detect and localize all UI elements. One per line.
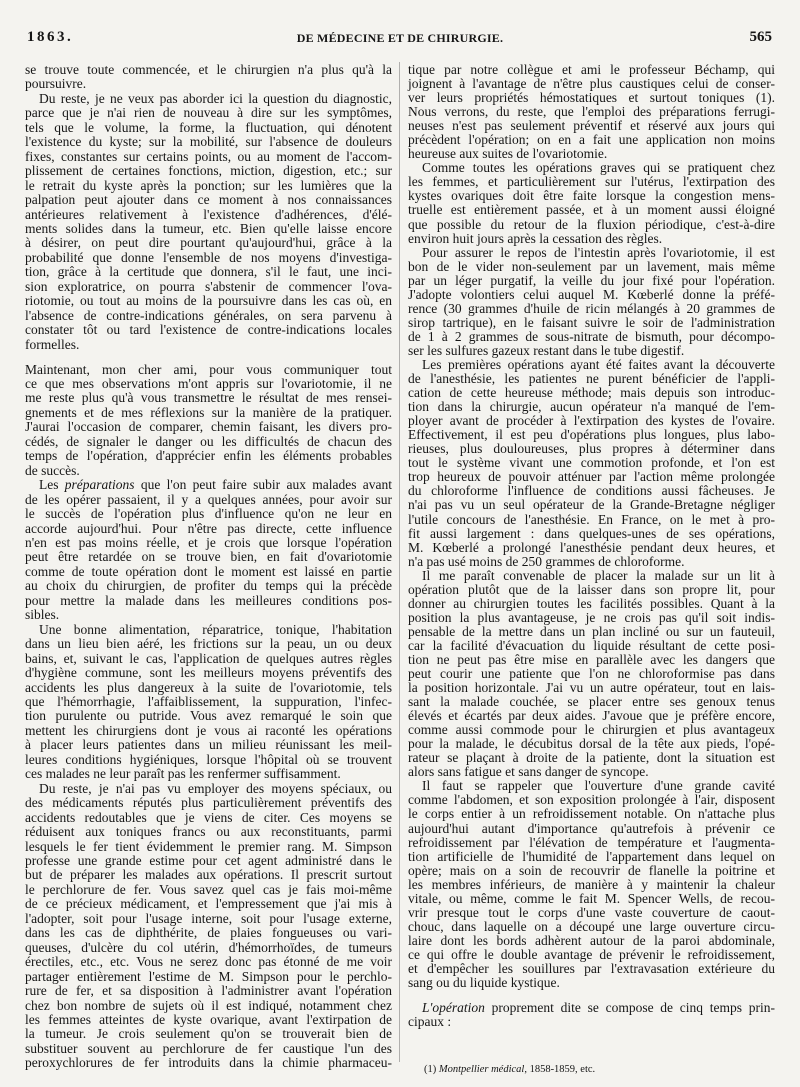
text-line: précèdent l'opération; on en a fait une application non moins xyxy=(408,132,775,148)
paragraph xyxy=(408,63,775,161)
text-line: neuses n'est pas seulement préventif et réservé aux jours qui xyxy=(408,118,775,134)
text-line: peut courir une patiente que l'on ne chloroformise pas dans xyxy=(408,666,775,682)
text-line: but de préparer les malades aux opérations. Il prescrit surtout xyxy=(25,867,392,883)
text-line: queuses, d'ulcère du col utérin, d'hémorrhoïdes, de tumeurs xyxy=(25,939,392,955)
text-line: le corps entier à un refroidissement notable. On n'attache plus xyxy=(408,806,775,822)
column-divider xyxy=(399,62,400,1062)
text-line: formelles. xyxy=(25,336,80,352)
text-line: mettent les chirurgiens dont je vous ai raconté les opérations xyxy=(25,722,392,738)
text-line: tique par notre collègue et ami le professeur Béchamp, qui xyxy=(408,62,775,77)
text-line: rateur se plaçant à droite de la patiente, dont la situation est xyxy=(408,750,775,766)
text-line: alors sans fatigue et sans danger de syncope. xyxy=(408,764,649,780)
text-line: les membres inférieurs, de manière à y maintenir la chaleur xyxy=(408,876,775,892)
text-line: comme l'abdomen, et son exposition prolongée à l'air, disposent xyxy=(408,792,775,808)
text-line xyxy=(408,1001,775,1015)
text-line: chouc, dans laquelle on a découpé une large ouverture circu- xyxy=(408,918,775,934)
text-line: cédés, de signaler le danger ou les difficultés de chacun des xyxy=(25,433,392,449)
text-line: aujourd'hui autant d'importance qu'autrefois à prévenir ce xyxy=(408,820,775,836)
text-line: truelle est entièrement passée, et à un moment aussi éloigné xyxy=(408,202,775,218)
text-line: Du reste, je ne veux pas aborder ici la question du diagnostic, xyxy=(39,90,392,106)
text-line: dans les cas de diphthérite, de plaies fongueuses ou vari- xyxy=(25,925,392,941)
text-line: de l'anesthésie, les patientes ne purent bénéficier de l'appli- xyxy=(408,371,775,387)
text-line: Une bonne alimentation, réparatrice, tonique, l'habitation xyxy=(39,621,392,637)
text-line: érectiles, etc., etc. Vous ne serez donc pas étonné de me voir xyxy=(25,954,392,970)
text-line: tels que le volume, la forme, la fluctuation, qui dénotent xyxy=(25,119,392,135)
text-line: temps de l'opération, d'apprécier enfin les éléments probables xyxy=(25,448,392,464)
text-line: rieuses, plus douloureuses, plus propres à déterminer dans xyxy=(408,441,775,457)
text-line: trop heureux de pouvoir atténuer par l'action même prolongée xyxy=(408,469,775,485)
footnote-detail: , 1858-1859, etc. xyxy=(524,1064,596,1075)
paragraph xyxy=(25,363,392,479)
text-line: n'a pas usé moins de 250 grammes de chloroforme. xyxy=(408,553,685,569)
text-line: ce qui offre le double avantage de prévenir le refroidissement, xyxy=(408,946,775,962)
text-line: d'hygiène commune, sont les meilleurs moyens préventifs des xyxy=(25,665,392,681)
text-line: ces malades ne leur paraît pas les renfermer suffisamment. xyxy=(25,766,341,782)
text-line: le succès de l'opération plus d'influence qu'on ne leur en xyxy=(25,506,392,522)
text-line: Les premières opérations ayant été faites avant la découverte xyxy=(422,356,775,372)
text-line: tout le système vivant une commotion profonde, et l'on est xyxy=(408,455,775,471)
text-line: fixes, constantes sur certains points, ou au moment de l'accom- xyxy=(25,148,392,164)
text-line: accidents les plus dangereux à la suite de l'ovariotomie, tels xyxy=(25,679,392,695)
text-line: tion purulente ou putride. Vous avez remarqué le soin que xyxy=(25,708,392,724)
text-line: lesquels le fer tient évidemment le premier rang. M. Simpson xyxy=(25,838,392,854)
text-line: réduisent aux toniques francs ou aux reconstituants, parmi xyxy=(25,824,392,840)
text-line: parce que je n'ai rien de nouveau à dire sur les symptômes, xyxy=(25,105,392,121)
text-line: Il me paraît convenable de placer la malade sur un lit à xyxy=(422,567,775,583)
paragraph xyxy=(408,358,775,569)
text-line: Du reste, je n'ai pas vu employer des moyens spéciaux, ou xyxy=(39,780,392,796)
footnote-marker: (1) xyxy=(424,1064,437,1075)
emphasized-text: L'opération xyxy=(422,999,485,1015)
text-line: la tumeur. Je crois seulement qu'on se trouverait bien de xyxy=(25,1026,392,1042)
text-line: comme de toute opération dont le moment est laissé en partie xyxy=(25,563,392,579)
text-line: Pour assurer le repos de l'intestin après l'ovariotomie, il est xyxy=(422,244,775,260)
paragraph xyxy=(25,92,392,352)
text-line: de 1 à 2 grammes de sous-nitrate de bismuth, pour décompo- xyxy=(408,328,775,344)
text-line: accorde aujourd'hui. Pour n'être pas directe, cette influence xyxy=(25,520,392,536)
text-line: par un léger purgatif, la veille du jour fixé pour l'opération. xyxy=(408,272,775,288)
text-line: tion, grâce à la certitude que donnera, s'il le faut, une inci- xyxy=(25,264,392,280)
text-line: comme aussi commode pour le chirurgien et plus avantageux xyxy=(408,722,775,738)
text-line: de ce précieux médicament, et l'empressement que j'ai mis à xyxy=(25,896,392,912)
text-line: ployer avant de procéder à l'extirpation des kystes de l'ovaire. xyxy=(408,413,775,429)
text-line: substituer souvent au perchlorure de fer caustique l'un des xyxy=(25,1040,392,1056)
text-line: fit aussi largement : dans quelques-unes de ses opérations, xyxy=(408,525,775,541)
text-line: donner au chirurgien toutes les facilités possibles. Quant à la xyxy=(408,595,775,611)
text-line: à placer leurs patientes dans un milieu réunissant les meil- xyxy=(25,737,392,753)
text-line: sibles. xyxy=(25,607,60,623)
text-segment: que l'on peut faire subir aux malades avant xyxy=(134,477,392,493)
text-line: du chloroforme l'influence de conditions aussi fâcheuses. Je xyxy=(408,483,775,499)
text-line: pour mettre la malade dans les meilleures conditions pos- xyxy=(25,592,392,608)
paragraph xyxy=(408,569,775,780)
text-line: se trouve toute commencée, et le chirurgien n'a plus qu'à la xyxy=(25,62,392,77)
text-line: environ huit jours après la cessation des règles. xyxy=(408,230,663,246)
text-line: n'ai pas vu un seul opérateur de la Grande-Bretagne négliger xyxy=(408,497,775,513)
text-line: rence (30 grammes d'huile de ricin mélangés à 20 grammes de xyxy=(408,300,775,316)
text-line: opération plutôt que de la laisser dans son propre lit, pour xyxy=(408,581,775,597)
text-line: J'adopte volontiers celui auquel M. Kœberlé donne la préfé- xyxy=(408,286,775,302)
text-line: le perchlorure de fer. Vous savez quel cas je fais moi-même xyxy=(25,881,392,897)
text-line: constater tôt ou tard l'existence de contre-indications locales xyxy=(25,322,392,338)
text-line: pour la malade, le décubitus dorsal de la tête aux pieds, l'opé- xyxy=(408,736,775,752)
paragraph xyxy=(25,623,392,782)
paragraph xyxy=(25,478,392,623)
text-line: M. Kœberlé a prolongé l'anesthésie pendant deux heures, et xyxy=(408,539,775,555)
text-line: me reste plus qu'à vous transmettre le résultat de mes rensei- xyxy=(25,390,392,406)
paragraph xyxy=(408,1001,775,1029)
text-line: à désirer, on peut dire pourtant qu'aujourd'hui, grâce à la xyxy=(25,235,392,251)
footnote-source: Montpellier médical xyxy=(438,1064,525,1075)
paragraph xyxy=(25,782,392,1071)
text-line: ser les sulfures gazeux restant dans le tube digestif. xyxy=(408,342,685,358)
running-head xyxy=(25,29,775,49)
text-line: chez bon nombre de sujets où il est indiqué, notamment chez xyxy=(25,997,392,1013)
text-line: antérieures relativement à l'existence d'adhérences, d'élé- xyxy=(25,206,392,222)
text-line: sant la malade couchée, se placer entre ses genoux tenus xyxy=(408,694,775,710)
text-line: palpation peut ajouter dans ce moment à nos connaissances xyxy=(25,192,392,208)
text-line: rure de fer, et sa disposition à l'administrer avant l'opération xyxy=(25,983,392,999)
text-line: les femmes, et particulièrement sur l'utérus, l'extirpation des xyxy=(408,174,775,190)
text-line: au choix du chirurgien, de profiter du temps qui la précède xyxy=(25,578,392,594)
text-line: cipaux : xyxy=(408,1013,452,1029)
text-line: partager entièrement l'estime de M. Simpson pour le perchlo- xyxy=(25,968,392,984)
text-line: n'en est pas moins réelle, et je crois que lorsque l'opération xyxy=(25,535,392,550)
text-line: cation de cette heureuse méthode; mais depuis son introduc- xyxy=(408,385,775,401)
text-line: car la facilité d'évacuation du liquide résultant de cette posi- xyxy=(408,637,775,653)
emphasized-text: préparations xyxy=(64,477,135,493)
text-line xyxy=(25,478,392,492)
text-line: Nous verrons, du reste, que l'emploi des préparations ferrugi- xyxy=(408,104,775,120)
text-line: pensable de la mettre dans un plan incliné ou sur un fauteuil, xyxy=(408,623,775,639)
text-line: que possible du retour de la fluxion périodique, c'est-à-dire xyxy=(408,216,775,232)
text-line: opère; mais on a soin de recouvrir de flanelle la poitrine et xyxy=(408,862,775,878)
text-line: position la plus avantageuse, je ne crois pas qu'il soit indis- xyxy=(408,609,775,625)
text-line: Comme toutes les opérations graves qui se pratiquent chez xyxy=(422,160,775,176)
text-line: tion artificielle de l'humidité de l'appartement dans lequel on xyxy=(408,848,775,864)
text-line: professe une grande estime pour cet agent administré dans le xyxy=(25,852,392,868)
text-line: la position horizontale. J'ai vu un autre opérateur, tout en lais- xyxy=(408,680,775,696)
running-title: DE MÉDECINE ET DE CHIRURGIE. xyxy=(296,31,504,45)
text-line: de succès. xyxy=(25,462,80,478)
text-line: que l'hémorrhagie, l'affaiblissement, la suppuration, l'infec- xyxy=(25,693,392,709)
text-line: refroidissement par l'élévation de température et l'augmenta- xyxy=(408,834,775,850)
text-line: gnements et de mes réflexions sur la manière de la pratiquer. xyxy=(25,404,392,420)
text-line: l'absence de contre-indications générales, on sera parvenu à xyxy=(25,307,392,323)
paragraph xyxy=(408,779,775,990)
text-line: kystes ovariques doit être faite lorsque la congestion mens- xyxy=(408,188,775,204)
text-line: l'adopter, soit pour l'usage interne, soit pour l'usage externe, xyxy=(25,910,392,926)
text-line: heureuse aux suites de l'ovariotomie. xyxy=(408,146,608,162)
paragraph xyxy=(408,161,775,245)
text-line: sang ou du liquide kystique. xyxy=(408,975,560,991)
text-line: sion exploratrice, on pourra s'abstenir de commencer l'ova- xyxy=(25,278,392,294)
text-line: tion dans la chirurgie, aucun opérateur n'a manqué de l'em- xyxy=(408,399,775,415)
text-line: bon de le vider non-seulement par un lavement, mais même xyxy=(408,258,775,274)
page-number: 565 xyxy=(749,29,772,45)
text-line: l'existence du kyste; sur la mobilité, sur l'absence de douleurs xyxy=(25,134,392,150)
text-line: dans un lieu bien aéré, les frictions sur la peau, un ou deux xyxy=(25,636,392,652)
text-line: et d'empêcher les souillures par l'extravasation extérieure du xyxy=(408,961,775,976)
text-line: peut être retardée on se trouve bien, en fait d'ovariotomie xyxy=(25,549,392,565)
text-line: riotomie, ou tout au moins de la poursuivre dans les cas où, en xyxy=(25,293,392,309)
text-line: l'utile concours de l'anesthésie. En France, on le met à pro- xyxy=(408,511,775,527)
text-line: ments solides dans la tumeur, etc. Bien qu'elle laisse encore xyxy=(25,220,392,236)
left-column xyxy=(25,63,392,1071)
text-line: Il faut se rappeler que l'ouverture d'une grande cavité xyxy=(422,778,775,794)
right-column xyxy=(408,63,775,1029)
text-line: vrir presque tout le corps d'une vaste couverture de caout- xyxy=(408,904,775,920)
text-line: Effectivement, il est peu d'opérations plus longues, plus labo- xyxy=(408,427,775,443)
journal-year: 1863. xyxy=(27,29,74,45)
text-line: joignent à l'avantage de n'être plus caustiques celui de conser- xyxy=(408,76,775,92)
text-line: vitale, ou même, comme le fait M. Spencer Wells, de recou- xyxy=(408,890,775,906)
text-line: ce que mes observations m'ont appris sur l'ovariotomie, il ne xyxy=(25,376,392,392)
text-line: bains, et, suivant le cas, l'application de quelques autres règles xyxy=(25,650,392,666)
text-line: poursuivre. xyxy=(25,76,87,92)
text-segment: Les xyxy=(39,477,65,493)
text-line: leures conditions hygiéniques, lorsque l'hôpital où se trouvent xyxy=(25,751,392,767)
paragraph xyxy=(25,63,392,92)
footnote xyxy=(424,1063,595,1076)
text-line: sirop tartrique), en le faisant suivre le soir de l'administration xyxy=(408,314,775,330)
text-line: laire dont les bords adhèrent autour de la paroi abdominale, xyxy=(408,932,775,948)
text-line: accidents redoutables que je viens de citer. Ces moyens se xyxy=(25,809,392,825)
text-line: le retrait du kyste après la ponction; sur les lumières que la xyxy=(25,177,392,193)
text-line: Maintenant, mon cher ami, pour vous communiquer tout xyxy=(25,361,392,377)
text-line: peroxychlorures de fer introduits dans la chimie pharmaceu- xyxy=(25,1055,392,1071)
text-line: les femmes atteintes de kyste ovarique, avant l'extirpation de xyxy=(25,1011,392,1027)
text-line: J'aurai l'occasion de comparer, chemin faisant, les divers pro- xyxy=(25,419,392,435)
paragraph xyxy=(408,246,775,358)
text-line: tion ne peut pas être mise en parallèle avec les dangers que xyxy=(408,651,775,667)
text-segment: proprement dite se compose de cinq temps prin- xyxy=(484,999,775,1015)
text-line: plissement de certaines fonctions, miction, digestion, etc.; sur xyxy=(25,163,392,179)
text-line: probabilité que donne l'ensemble de nos moyens d'investiga- xyxy=(25,249,392,265)
text-line: de les opérer passaient, il y a quelques années, pour avoir sur xyxy=(25,491,392,507)
text-line: élevés et écartés par deux aides. J'avoue que je préfère encore, xyxy=(408,708,775,724)
text-line: des médicaments réputés plus particulièrement préventifs des xyxy=(25,795,392,811)
text-line: ver leurs propriétés hémostatiques et surtout toniques (1). xyxy=(408,90,775,106)
